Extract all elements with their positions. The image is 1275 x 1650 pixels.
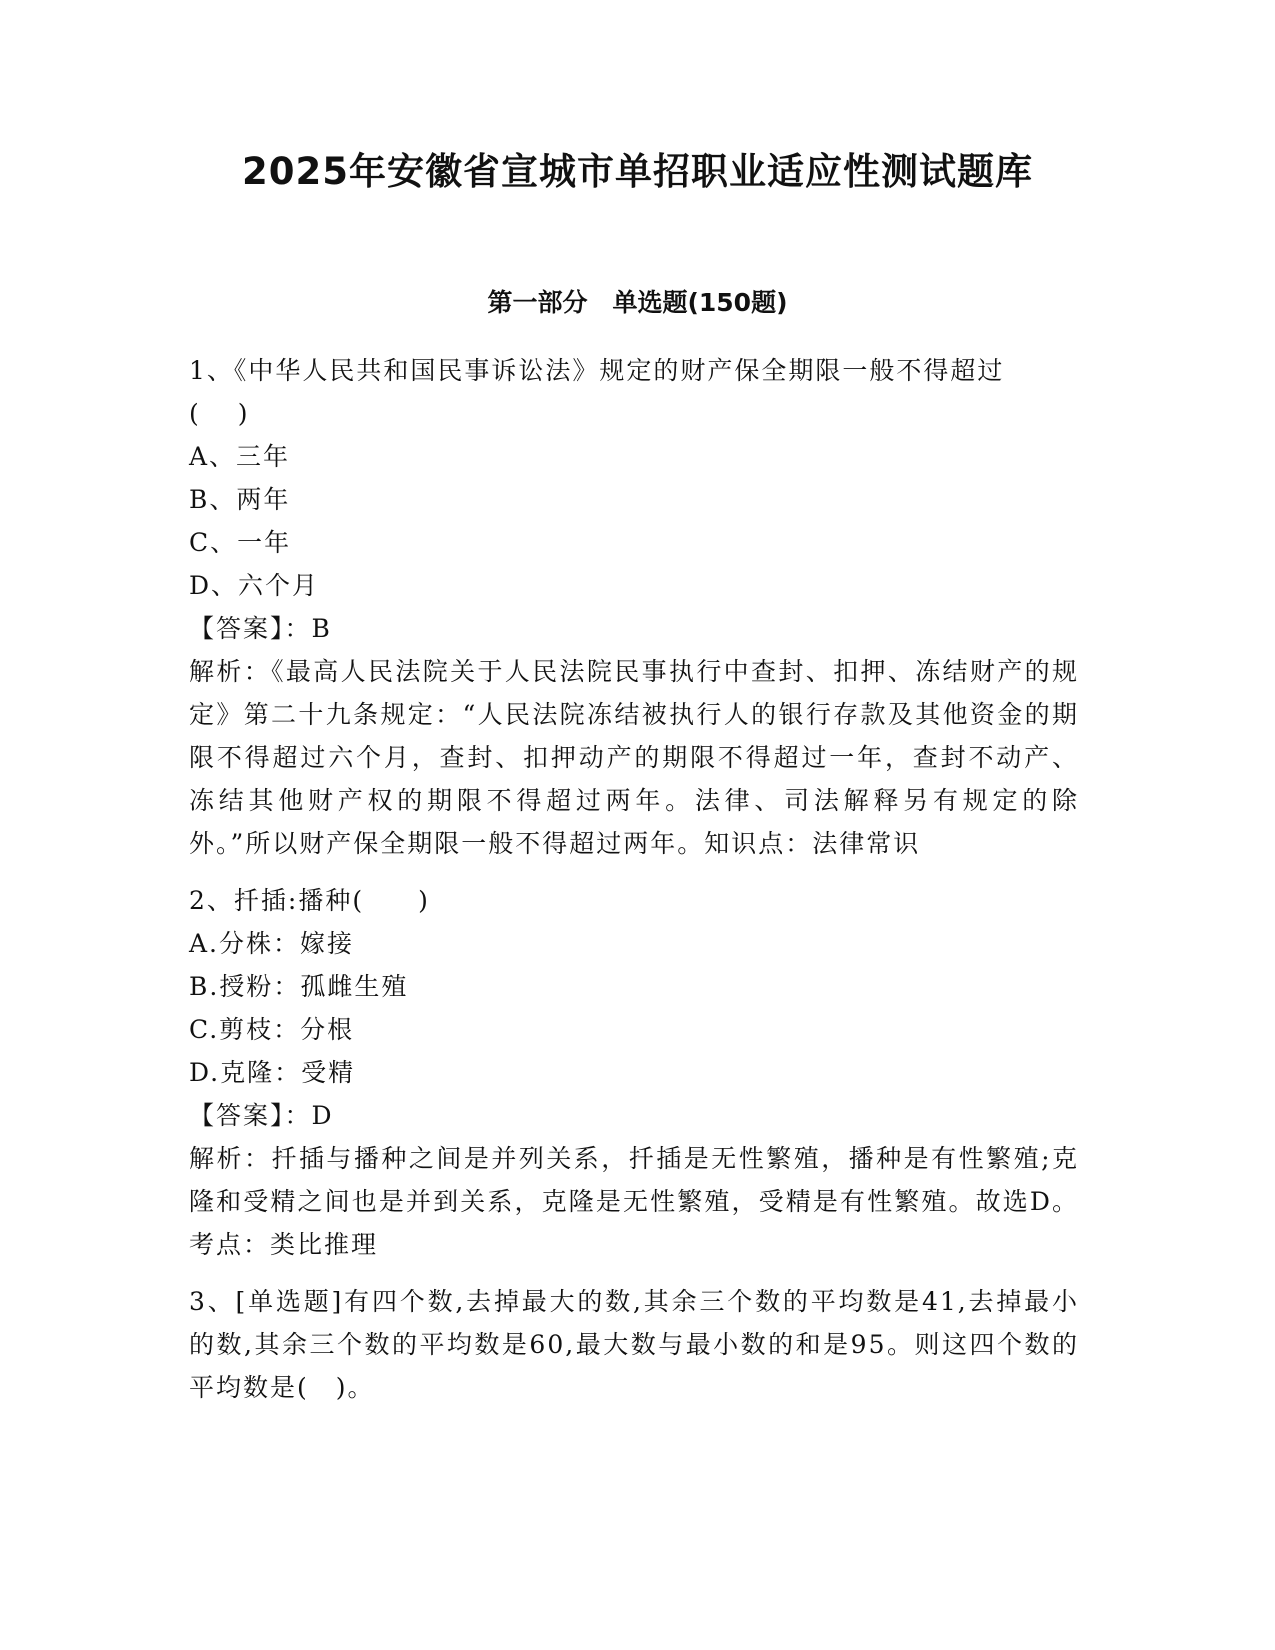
option-d: D.克隆：受精 (189, 1058, 356, 1087)
document-title: 2025年安徽省宣城市单招职业适应性测试题库 (242, 150, 1033, 193)
question-stem-continued: ( ) (189, 399, 250, 428)
option-d: D、六个月 (189, 571, 320, 600)
question-stem: 1、《中华人民共和国民事诉讼法》规定的财产保全期限一般不得超过 (189, 356, 1005, 385)
answer: 【答案】：D (189, 1101, 334, 1130)
section-heading: 第一部分 单选题(150题) (487, 288, 788, 317)
option-c: C.剪枝：分根 (189, 1015, 355, 1044)
question-2 (189, 879, 1079, 1266)
answer: 【答案】：B (189, 614, 332, 643)
option-c: C、一年 (189, 528, 292, 557)
option-b: B、两年 (189, 485, 291, 514)
question-1 (189, 349, 1079, 865)
option-a: A、三年 (189, 442, 291, 471)
question-list (189, 349, 1079, 1423)
question-3 (189, 1280, 1079, 1409)
option-b: B.授粉：孤雌生殖 (189, 972, 409, 1001)
analysis: 解析：《最高人民法院关于人民法院民事执行中查封、扣押、冻结财产的规定》第二十九条规定：“人民法院冻结被执行人的银行存款及其他资金的期限不得超过六个月，查封、扣押动产的期限不得超过一年，查封不动产、冻结其他财产权的期限不得超过两年。法律、司法解释另有规定的除外。”所以财产保全期限一般不得超过两年。知识点：法律常识 (189, 657, 1079, 858)
question-stem: 2、扦插:播种( ) (189, 886, 430, 915)
option-a: A.分株：嫁接 (189, 929, 355, 958)
question-stem: 3、[单选题]有四个数,去掉最大的数,其余三个数的平均数是41,去掉最小的数,其余三个数的平均数是60,最大数与最小数的和是95。则这四个数的平均数是( )。 (189, 1287, 1079, 1402)
analysis: 解析：扦插与播种之间是并列关系，扦插是无性繁殖，播种是有性繁殖;克隆和受精之间也是并到关系，克隆是无性繁殖，受精是有性繁殖。故选D。考点：类比推理 (189, 1144, 1079, 1259)
